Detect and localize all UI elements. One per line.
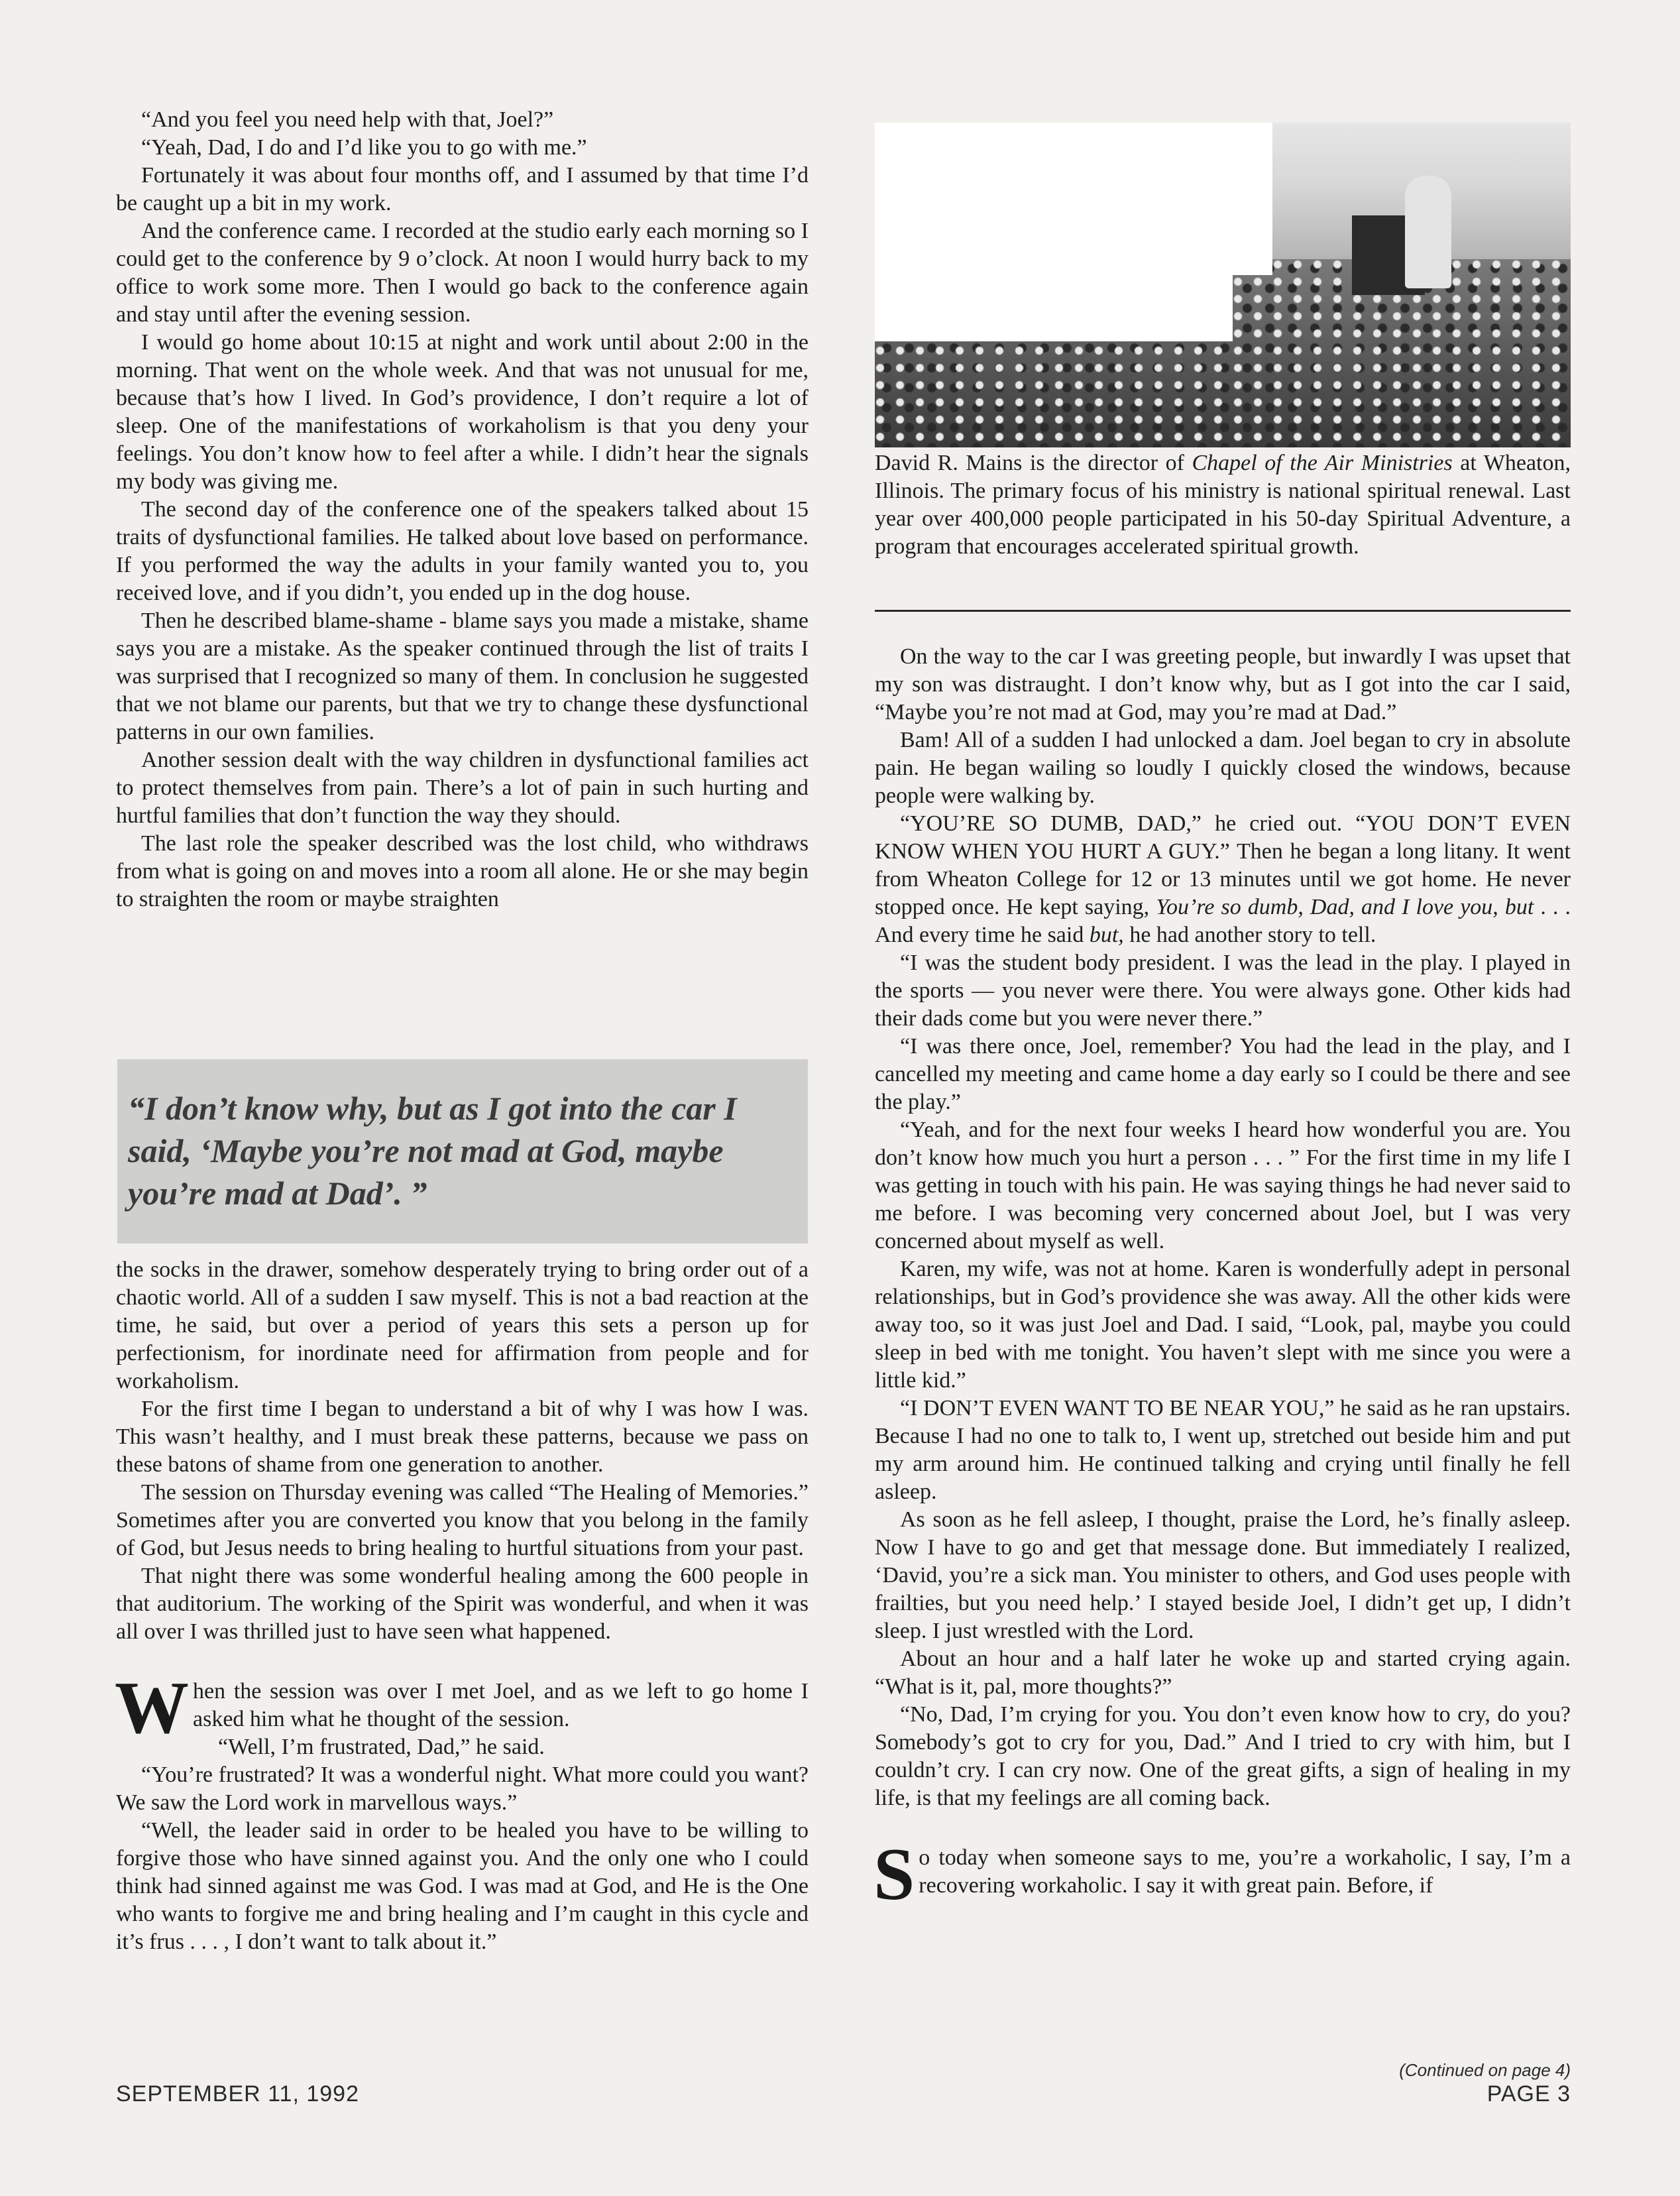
speaker-photo xyxy=(875,123,1571,447)
dropcap-text: o today when someone says to me, you’re a workaholic, I say, I’m a recovering workaholic. I say it with great pain. Before, if xyxy=(919,1845,1571,1898)
text-run-italic: but, xyxy=(1089,923,1124,947)
caption-part: David R. Mains is the director of xyxy=(875,451,1192,475)
paragraph: Fortunately it was about four months off, and I assumed by that time I’d be caught up a bit in my work. xyxy=(116,163,809,215)
paragraph: About an hour and a half later he woke up and started crying again. “What is it, pal, more thoughts?” xyxy=(875,1647,1571,1699)
drop-cap-letter: S xyxy=(873,1833,915,1916)
pull-quote: “I don’t know why, but as I got into the car I said, ‘Maybe you’re not mad at God, maybe you’re mad at Dad’. ” xyxy=(128,1090,737,1212)
paragraph: Then he described blame-shame - blame says you made a mistake, shame says you are a mistake. As the speaker continued through the list of traits I was surprised that I recognized so many of them. In conclusion he suggested that we not blame our parents, but that we try to change these dysfunctional patterns in our own families. xyxy=(116,608,809,744)
paragraph: “You’re frustrated? It was a wonderful night. What more could you want? We saw the Lord work in marvellous ways.” xyxy=(116,1763,809,1815)
dropcap-paragraph xyxy=(873,1833,1571,1916)
text-run-italic: You’re so dumb, Dad, and I love you, but xyxy=(1156,895,1534,919)
paragraph: “I DON’T EVEN WANT TO BE NEAR YOU,” he said as he ran upstairs. Because I had no one to talk to, I went up, stretched out beside him and put my arm around him. He continued talking and crying until finally he fell asleep. xyxy=(875,1396,1571,1504)
paragraph: Another session dealt with the way children in dysfunctional families act to protect themselves from pain. There’s a lot of pain in such hurting and hurtful families that don’t function the way they should. xyxy=(116,748,809,828)
caption-divider xyxy=(875,610,1571,612)
left-column-bottom xyxy=(116,1256,809,1956)
paragraph: “And you feel you need help with that, Joel?” xyxy=(141,107,554,132)
paragraph: Karen, my wife, was not at home. Karen is wonderfully adept in personal relationships, but in God’s providence she was away. All the other kids were away too, so it was just Joel and Dad. I said, “Look, pal, maybe you could sleep in bed with me tonight. You haven’t slept with me since you were a little kid.” xyxy=(875,1257,1571,1393)
pull-quote-box xyxy=(117,1059,808,1243)
continued-note: (Continued on page 4) xyxy=(1399,2060,1571,2080)
paragraph: And the conference came. I recorded at the studio early each morning so I could get to the conference by 9 o’clock. At noon I would hurry back to my office to work some more. Then I would go back to the conference again and stay until after the evening session. xyxy=(116,219,809,327)
paragraph: “Well, I’m frustrated, Dad,” he said. xyxy=(218,1735,545,1759)
paragraph: “Yeah, and for the next four weeks I heard how wonderful you are. You don’t know how much you hurt a person . . . ” For the first time in my life I was getting in touch with his pain. He was saying things he had never said to me before. I was becoming very concerned about Joel, but I was very concerned about myself as well. xyxy=(875,1118,1571,1253)
paragraph: I would go home about 10:15 at night and work until about 2:00 in the morning. That went on the whole week. And that was not unusual for me, because that’s how I lived. In God’s providence, I don’t require a lot of sleep. One of the manifestations of workaholism is that you deny your feelings. You don’t know how to feel after a while. I didn’t hear the signals my body was giving me. xyxy=(116,330,809,494)
paragraph: The session on Thursday evening was called “The Healing of Memories.” Sometimes after you are converted you know that you belong in the family of God, but Jesus needs to bring healing to hurtful situations from your past. xyxy=(116,1480,809,1560)
photo-redaction xyxy=(875,123,1233,341)
drop-cap-letter: W xyxy=(115,1667,189,1749)
left-column-top xyxy=(116,106,809,913)
paragraph: “I was the student body president. I was the lead in the play. I played in the sports — you never were there. You were always gone. Other kids had their dads come but you were never there.” xyxy=(875,951,1571,1031)
paragraph: Bam! All of a sudden I had unlocked a dam. Joel began to cry in absolute pain. He began wailing so loudly I quickly closed the windows, because people were walking by. xyxy=(875,728,1571,808)
text-run: “YOU’RE SO DUMB, DAD,” he cried out. “YOU DON’T EVEN KNOW WHEN YOU HURT A GUY.” Then he began a long litany. It went from Wheaton College for 12 or 13 minutes until we got home. He never stopped once. He kept saying, xyxy=(875,811,1571,919)
paragraph: On the way to the car I was greeting people, but inwardly I was upset that my son was distraught. I don’t know why, but as I got into the car I said, “Maybe you’re not mad at God, may you’re mad at Dad.” xyxy=(875,644,1571,724)
paragraph: “No, Dad, I’m crying for you. You don’t even know how to cry, do you? Somebody’s got to cry for you, Dad.” And I tried to cry with him, but I couldn’t cry. I can cry now. One of the great gifts, a sign of healing in my life, is that my feelings are all coming back. xyxy=(875,1702,1571,1810)
photo-speaker xyxy=(1405,176,1451,288)
dropcap-text: hen the session was over I met Joel, and as we left to go home I asked him what he thought of the session. xyxy=(193,1679,809,1731)
footer-page-number: PAGE 3 xyxy=(1486,2081,1571,2107)
photo-caption xyxy=(875,449,1571,561)
paragraph: “Yeah, Dad, I do and I’d like you to go with me.” xyxy=(141,135,587,160)
caption-text xyxy=(875,449,1571,561)
paragraph: As soon as he fell asleep, I thought, praise the Lord, he’s finally asleep. Now I have to go and get that message done. But immediately I realized, ‘David, you’re a sick man. You minister to others, and God uses people with frailties, but you need help.’ I stayed beside Joel, I didn’t get up, I didn’t sleep. I just wrestled with the Lord. xyxy=(875,1507,1571,1643)
paragraph: That night there was some wonderful healing among the 600 people in that auditorium. The working of the Spirit was wonderful, and when it was all over I was thrilled just to have seen what happened. xyxy=(116,1564,809,1644)
paragraph: The last role the speaker described was the lost child, who withdraws from what is going on and moves into a room all alone. He or she may begin to straighten the room or maybe straighten xyxy=(116,831,809,911)
paragraph: the socks in the drawer, somehow desperately trying to bring order out of a chaotic world. All of a sudden I saw myself. This is not a bad reaction at the time, he said, but over a period of years this sets a person up for perfectionism, for inordinate need for affirmation from people and for workaholism. xyxy=(116,1257,809,1393)
paragraph xyxy=(875,810,1571,949)
right-column xyxy=(873,643,1571,1916)
caption-part: at Wheaton, Illinois. The primary focus of his ministry is national spiritual renewal. Last year over 400,000 people participated in his 50-day Spiritual Adventure, a program that encourages accelerated spiritual growth. xyxy=(875,451,1571,559)
paragraph: The second day of the conference one of the speakers talked about 15 traits of dysfunctional families. He talked about love based on performance. If you performed the way the adults in your family wanted you to, you received love, and if you didn’t, you ended up in the dog house. xyxy=(116,497,809,605)
footer-date: SEPTEMBER 11, 1992 xyxy=(116,2081,359,2107)
caption-ministry-name: Chapel of the Air Ministries xyxy=(1192,451,1453,475)
paragraph: “Well, the leader said in order to be healed you have to be willing to forgive those who have sinned against you. And the only one who I could think had sinned against me was God. I was mad at God, and He is the One who wants to forgive me and bring healing and I’m caught in this cycle and it’s frus . . . , I don’t want to talk about it.” xyxy=(116,1818,809,1954)
text-run: . . . And every time he said xyxy=(875,895,1571,947)
paragraph: For the first time I began to understand a bit of why I was how I was. This wasn’t healthy, and I must break these patterns, because we pass on these batons of shame from one generation to another. xyxy=(116,1397,809,1477)
paragraph: “I was there once, Joel, remember? You had the lead in the play, and I cancelled my meeting and came home a day early so I could be there and see the play.” xyxy=(875,1034,1571,1114)
text-run: he had another story to tell. xyxy=(1123,923,1376,947)
